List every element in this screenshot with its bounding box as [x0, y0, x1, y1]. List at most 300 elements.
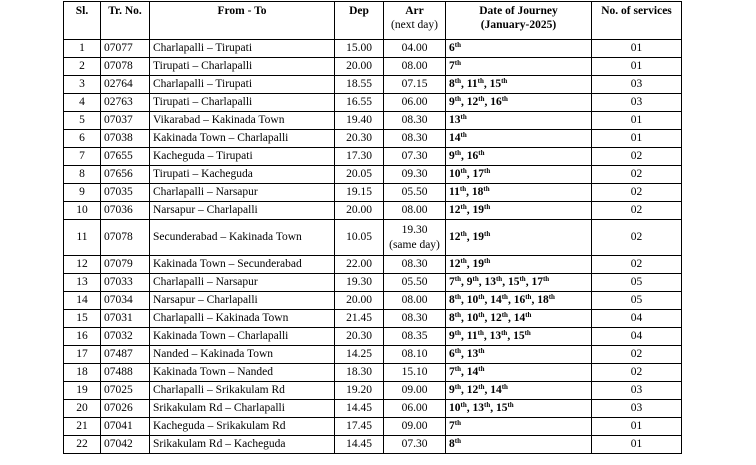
cell-arr	[384, 130, 446, 148]
table-row	[64, 58, 682, 76]
ordinal-suffix: th	[460, 167, 467, 175]
table-row	[64, 256, 682, 274]
table-row	[64, 364, 682, 382]
journey-day: 16	[490, 96, 502, 108]
cell-services: 03	[592, 76, 682, 94]
header-date-label: Date of Journey	[479, 5, 558, 17]
cell-sl: 13	[64, 274, 101, 292]
table-row	[64, 346, 682, 364]
cell-dep: 15.00	[335, 40, 384, 58]
cell-date-of-journey: 10th, 17th	[446, 166, 592, 184]
table-row	[64, 436, 682, 454]
cell-train-no: 07035	[101, 184, 150, 202]
train-schedule-table	[63, 1, 682, 454]
ordinal-suffix: th	[454, 311, 461, 319]
header-arr-label: Arr	[405, 5, 424, 17]
table-row	[64, 310, 682, 328]
ordinal-suffix: th	[483, 185, 490, 193]
cell-from-to: Charlapalli – Srikakulam Rd	[150, 382, 335, 400]
table-row	[64, 328, 682, 346]
cell-dep: 20.30	[335, 130, 384, 148]
cell-date-of-journey: 12th, 19th	[446, 256, 592, 274]
cell-dep: 17.45	[335, 418, 384, 436]
ordinal-suffix: th	[525, 311, 532, 319]
table-row	[64, 76, 682, 94]
cell-sl: 5	[64, 112, 101, 130]
cell-arr	[384, 328, 446, 346]
cell-arr	[384, 40, 446, 58]
cell-services: 02	[592, 148, 682, 166]
table-header-row	[64, 2, 682, 40]
journey-day: 13	[449, 114, 461, 126]
cell-dep: 14.45	[335, 400, 384, 418]
cell-train-no: 07025	[101, 382, 150, 400]
cell-date-of-journey: 6th, 13th	[446, 346, 592, 364]
cell-train-no: 07038	[101, 130, 150, 148]
cell-arr-time: 06.00	[401, 402, 428, 414]
journey-day: 15	[495, 402, 508, 414]
journey-day: 19	[472, 231, 484, 243]
ordinal-suffix: th	[548, 293, 555, 301]
cell-arr	[384, 184, 446, 202]
ordinal-suffix: th	[454, 41, 461, 49]
ordinal-suffix: th	[501, 77, 508, 85]
journey-day: 14	[466, 366, 479, 378]
table-row	[64, 202, 682, 220]
header-date	[446, 2, 592, 40]
cell-arr-time: 05.50	[401, 276, 428, 288]
journey-day: 8	[449, 438, 455, 450]
cell-from-to: Vikarabad – Kakinada Town	[150, 112, 335, 130]
cell-date-of-journey	[446, 112, 592, 130]
ordinal-suffix: th	[454, 329, 461, 337]
journey-day: 11	[449, 186, 460, 198]
cell-train-no: 07487	[101, 346, 150, 364]
table-row	[64, 40, 682, 58]
cell-from-to: Kakinada Town – Secunderabad	[150, 256, 335, 274]
header-sl: Sl.	[64, 2, 101, 40]
ordinal-suffix: th	[454, 149, 461, 157]
table-row	[64, 274, 682, 292]
cell-date-of-journey: 9th, 12th, 16th	[446, 94, 592, 112]
journey-day: 12	[466, 384, 479, 396]
ordinal-suffix: th	[501, 329, 508, 337]
journey-day: 17	[472, 168, 484, 180]
cell-sl: 21	[64, 418, 101, 436]
journey-day: 11	[466, 78, 478, 90]
header-date-sub: (January-2025)	[480, 19, 557, 31]
header-services: No. of services	[592, 2, 682, 40]
ordinal-suffix: th	[507, 401, 514, 409]
cell-date-of-journey: 9th, 12th, 14th	[446, 382, 592, 400]
ordinal-suffix: th	[483, 167, 491, 175]
cell-date-of-journey: 10th, 13th, 15th	[446, 400, 592, 418]
table-row	[64, 184, 682, 202]
ordinal-suffix: th	[478, 383, 485, 391]
journey-day: 11	[466, 330, 478, 342]
cell-sl: 11	[64, 220, 101, 256]
cell-arr-time: 08.30	[401, 258, 428, 270]
cell-train-no: 07655	[101, 148, 150, 166]
cell-services: 01	[592, 436, 682, 454]
cell-from-to: Charlapalli – Tirupati	[150, 40, 335, 58]
header-arr-sub: (next day)	[391, 19, 438, 31]
cell-sl: 6	[64, 130, 101, 148]
cell-sl: 20	[64, 400, 101, 418]
journey-day: 16	[466, 150, 479, 162]
ordinal-suffix: th	[454, 437, 461, 445]
cell-arr	[384, 292, 446, 310]
cell-arr	[384, 58, 446, 76]
cell-dep: 20.00	[335, 202, 384, 220]
cell-sl: 19	[64, 382, 101, 400]
cell-arr	[384, 310, 446, 328]
cell-sl: 4	[64, 94, 101, 112]
cell-dep: 20.00	[335, 58, 384, 76]
cell-date-of-journey: 9th, 11th, 13th, 15th	[446, 328, 592, 346]
journey-day: 6	[449, 42, 455, 54]
cell-train-no: 07078	[101, 220, 150, 256]
cell-from-to: Kacheguda – Tirupati	[150, 148, 335, 166]
journey-day: 15	[507, 276, 520, 288]
cell-arr-time: 08.00	[401, 294, 428, 306]
journey-day: 18	[471, 186, 484, 198]
journey-day: 8	[449, 78, 455, 90]
ordinal-suffix: th	[454, 347, 461, 355]
cell-services: 05	[592, 292, 682, 310]
journey-day: 13	[484, 276, 496, 288]
cell-from-to: Charlapalli – Narsapur	[150, 184, 335, 202]
cell-arr	[384, 166, 446, 184]
cell-services: 02	[592, 220, 682, 256]
cell-services: 03	[592, 382, 682, 400]
journey-day: 12	[449, 204, 461, 216]
cell-date-of-journey	[446, 418, 592, 436]
cell-arr	[384, 436, 446, 454]
ordinal-suffix: th	[501, 311, 508, 319]
cell-date-of-journey: 8th, 10th, 12th, 14th	[446, 310, 592, 328]
cell-services: 01	[592, 130, 682, 148]
table-row	[64, 220, 682, 256]
journey-day: 9	[449, 150, 455, 162]
ordinal-suffix: th	[495, 275, 503, 283]
cell-services: 05	[592, 274, 682, 292]
cell-date-of-journey	[446, 40, 592, 58]
journey-day: 9	[449, 384, 455, 396]
cell-arr	[384, 400, 446, 418]
journey-day: 10	[466, 294, 479, 306]
ordinal-suffix: th	[472, 275, 479, 283]
ordinal-suffix: th	[483, 203, 491, 211]
cell-arr-time: 09.30	[401, 168, 428, 180]
ordinal-suffix: th	[501, 383, 508, 391]
journey-day: 19	[472, 258, 484, 270]
cell-dep: 17.30	[335, 148, 384, 166]
journey-day: 14	[513, 312, 526, 324]
cell-dep: 19.15	[335, 184, 384, 202]
cell-from-to: Charlapalli – Narsapur	[150, 274, 335, 292]
cell-sl: 3	[64, 76, 101, 94]
cell-sl: 10	[64, 202, 101, 220]
cell-arr	[384, 346, 446, 364]
ordinal-suffix: th	[524, 329, 531, 337]
table-row	[64, 400, 682, 418]
cell-train-no: 07078	[101, 58, 150, 76]
journey-day: 12	[466, 96, 479, 108]
cell-dep: 20.00	[335, 292, 384, 310]
ordinal-suffix: th	[460, 230, 467, 238]
journey-day: 10	[466, 312, 479, 324]
cell-from-to: Narsapur – Charlapalli	[150, 202, 335, 220]
cell-dep: 10.05	[335, 220, 384, 256]
cell-arr	[384, 382, 446, 400]
cell-dep: 22.00	[335, 256, 384, 274]
journey-day: 16	[513, 294, 526, 306]
ordinal-suffix: th	[478, 365, 485, 373]
cell-services: 02	[592, 184, 682, 202]
table-row	[64, 418, 682, 436]
journey-day: 7	[449, 366, 455, 378]
ordinal-suffix: th	[501, 293, 508, 301]
ordinal-suffix: th	[454, 77, 461, 85]
cell-date-of-journey: 8th, 11th, 15th	[446, 76, 592, 94]
journey-day: 7	[449, 420, 455, 432]
cell-train-no: 07036	[101, 202, 150, 220]
cell-from-to: Charlapalli – Kakinada Town	[150, 310, 335, 328]
cell-from-to: Kacheguda – Srikakulam Rd	[150, 418, 335, 436]
cell-arr-time: 19.30	[401, 223, 428, 236]
cell-services: 01	[592, 40, 682, 58]
journey-day: 14	[490, 294, 502, 306]
cell-train-no: 07032	[101, 328, 150, 346]
cell-services: 02	[592, 202, 682, 220]
cell-services: 01	[592, 58, 682, 76]
journey-day: 7	[449, 60, 455, 72]
cell-from-to: Kakinada Town – Nanded	[150, 364, 335, 382]
cell-from-to: Nanded – Kakinada Town	[150, 346, 335, 364]
cell-sl: 14	[64, 292, 101, 310]
ordinal-suffix: th	[454, 419, 461, 427]
journey-day: 9	[449, 330, 455, 342]
ordinal-suffix: th	[454, 275, 461, 283]
ordinal-suffix: th	[483, 401, 491, 409]
cell-sl: 16	[64, 328, 101, 346]
cell-date-of-journey: 12th, 19th	[446, 220, 592, 256]
cell-services: 02	[592, 346, 682, 364]
cell-sl: 18	[64, 364, 101, 382]
cell-sl: 9	[64, 184, 101, 202]
cell-arr-time: 09.00	[401, 384, 428, 396]
ordinal-suffix: th	[478, 95, 485, 103]
cell-arr	[384, 202, 446, 220]
ordinal-suffix: th	[478, 149, 485, 157]
cell-train-no: 02764	[101, 76, 150, 94]
cell-arr-time: 05.50	[401, 186, 428, 198]
ordinal-suffix: th	[501, 95, 508, 103]
journey-day: 13	[489, 330, 502, 342]
journey-day: 15	[513, 330, 525, 342]
ordinal-suffix: th	[478, 293, 485, 301]
ordinal-suffix: th	[542, 275, 550, 283]
cell-arr-time: 07.30	[401, 150, 428, 162]
ordinal-suffix: th	[460, 113, 467, 121]
journey-day: 14	[449, 132, 461, 144]
cell-train-no: 07026	[101, 400, 150, 418]
journey-day: 19	[472, 204, 484, 216]
journey-day: 12	[449, 231, 461, 243]
journey-day: 17	[531, 276, 543, 288]
cell-from-to: Secunderabad – Kakinada Town	[150, 220, 335, 256]
cell-arr-time: 15.10	[401, 366, 428, 378]
header-arr	[384, 2, 446, 40]
table-row	[64, 112, 682, 130]
cell-dep: 18.55	[335, 76, 384, 94]
cell-from-to: Tirupati – Charlapalli	[150, 58, 335, 76]
cell-train-no: 07037	[101, 112, 150, 130]
cell-services: 03	[592, 400, 682, 418]
cell-arr-time: 04.00	[401, 42, 428, 54]
cell-services: 03	[592, 94, 682, 112]
cell-dep: 18.30	[335, 364, 384, 382]
journey-day: 6	[449, 348, 455, 360]
cell-arr-time: 08.30	[401, 114, 428, 126]
cell-arr-time: 06.00	[401, 96, 428, 108]
cell-train-no: 07041	[101, 418, 150, 436]
ordinal-suffix: th	[460, 131, 467, 139]
cell-arr-time: 07.15	[401, 78, 428, 90]
ordinal-suffix: th	[454, 293, 461, 301]
cell-arr	[384, 418, 446, 436]
cell-arr	[384, 148, 446, 166]
cell-from-to: Narsapur – Charlapalli	[150, 292, 335, 310]
journey-day: 15	[489, 78, 502, 90]
cell-sl: 1	[64, 40, 101, 58]
cell-arr	[384, 76, 446, 94]
cell-services: 02	[592, 166, 682, 184]
table-body	[64, 40, 682, 454]
journey-day: 12	[449, 258, 461, 270]
table-row	[64, 148, 682, 166]
cell-from-to: Srikakulam Rd – Kacheguda	[150, 436, 335, 454]
cell-from-to: Tirupati – Charlapalli	[150, 94, 335, 112]
cell-from-to: Tirupati – Kacheguda	[150, 166, 335, 184]
cell-sl: 8	[64, 166, 101, 184]
ordinal-suffix: th	[478, 311, 485, 319]
cell-arr	[384, 112, 446, 130]
cell-dep: 19.20	[335, 382, 384, 400]
cell-arr	[384, 364, 446, 382]
header-from-to: From - To	[150, 2, 335, 40]
cell-arr-note: (same day)	[389, 238, 440, 251]
cell-date-of-journey: 8th, 10th, 14th, 16th, 18th	[446, 292, 592, 310]
cell-arr-time: 08.00	[401, 60, 428, 72]
journey-day: 7	[449, 276, 455, 288]
cell-date-of-journey: 7th, 9th, 13th, 15th, 17th	[446, 274, 592, 292]
ordinal-suffix: th	[483, 257, 491, 265]
journey-day: 14	[490, 384, 502, 396]
ordinal-suffix: th	[454, 95, 461, 103]
cell-date-of-journey: 7th, 14th	[446, 364, 592, 382]
journey-day: 10	[449, 168, 461, 180]
journey-day: 13	[466, 348, 479, 360]
cell-from-to: Srikakulam Rd – Charlapalli	[150, 400, 335, 418]
cell-arr-time: 08.35	[401, 330, 428, 342]
cell-sl: 12	[64, 256, 101, 274]
cell-arr	[384, 256, 446, 274]
ordinal-suffix: th	[477, 77, 484, 85]
ordinal-suffix: th	[519, 275, 526, 283]
journey-day: 9	[466, 276, 473, 288]
journey-day: 12	[490, 312, 502, 324]
cell-services: 02	[592, 256, 682, 274]
cell-services: 02	[592, 364, 682, 382]
cell-from-to: Kakinada Town – Charlapalli	[150, 328, 335, 346]
cell-date-of-journey	[446, 436, 592, 454]
header-train-no: Tr. No.	[101, 2, 150, 40]
cell-arr	[384, 274, 446, 292]
cell-train-no: 07079	[101, 256, 150, 274]
cell-from-to: Charlapalli – Tirupati	[150, 76, 335, 94]
cell-sl: 17	[64, 346, 101, 364]
cell-sl: 7	[64, 148, 101, 166]
cell-dep: 14.45	[335, 436, 384, 454]
cell-arr-time: 07.30	[401, 438, 428, 450]
cell-date-of-journey	[446, 130, 592, 148]
cell-from-to: Kakinada Town – Charlapalli	[150, 130, 335, 148]
cell-arr-time: 08.30	[401, 312, 428, 324]
ordinal-suffix: th	[454, 383, 461, 391]
cell-date-of-journey	[446, 58, 592, 76]
cell-date-of-journey: 9th, 16th	[446, 148, 592, 166]
table-row	[64, 130, 682, 148]
cell-services: 04	[592, 310, 682, 328]
journey-day: 13	[472, 402, 484, 414]
cell-dep: 14.25	[335, 346, 384, 364]
journey-day: 8	[449, 312, 455, 324]
cell-services: 01	[592, 418, 682, 436]
cell-train-no: 07033	[101, 274, 150, 292]
cell-train-no: 07042	[101, 436, 150, 454]
cell-dep: 21.45	[335, 310, 384, 328]
journey-day: 8	[449, 294, 455, 306]
journey-day: 18	[537, 294, 549, 306]
ordinal-suffix: th	[460, 257, 467, 265]
cell-arr	[384, 220, 446, 256]
cell-arr-time: 08.00	[401, 204, 428, 216]
cell-dep: 20.30	[335, 328, 384, 346]
ordinal-suffix: th	[460, 401, 467, 409]
ordinal-suffix: th	[460, 203, 467, 211]
schedule-table-wrapper	[63, 1, 682, 454]
cell-train-no: 07077	[101, 40, 150, 58]
header-dep: Dep	[335, 2, 384, 40]
ordinal-suffix: th	[483, 230, 491, 238]
cell-services: 04	[592, 328, 682, 346]
table-row	[64, 166, 682, 184]
ordinal-suffix: th	[525, 293, 532, 301]
table-row	[64, 94, 682, 112]
cell-services: 01	[592, 112, 682, 130]
table-row	[64, 382, 682, 400]
table-row	[64, 292, 682, 310]
ordinal-suffix: th	[454, 59, 461, 67]
cell-train-no: 07034	[101, 292, 150, 310]
ordinal-suffix: th	[454, 365, 461, 373]
cell-arr-time: 09.00	[401, 420, 428, 432]
cell-sl: 22	[64, 436, 101, 454]
ordinal-suffix: th	[478, 347, 485, 355]
journey-day: 10	[449, 402, 461, 414]
